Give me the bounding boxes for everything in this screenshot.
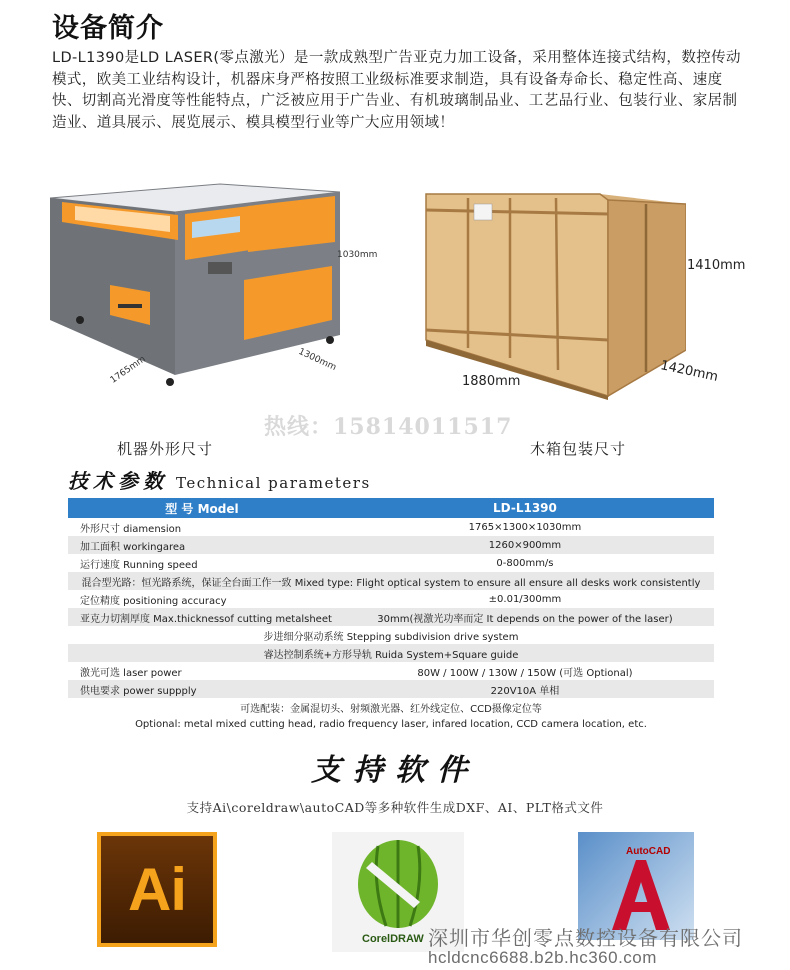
table-row [68, 608, 714, 626]
machine-depth-label: 1300mm [296, 346, 338, 374]
optional-en: Optional: metal mixed cutting head, radio frequency laser, infared location, CCD camera location, etc. [135, 719, 647, 730]
spec-key: 定位精度 positioning accuracy [80, 595, 227, 607]
spec-key: 供电要求 power suppply [68, 680, 336, 698]
spec-table [68, 498, 714, 698]
spec-key: 运行速度 Running speed [80, 559, 198, 571]
footer-company: 深圳市华创零点数控设备有限公司 [428, 926, 743, 950]
spec-key: 激光可选 laser power [80, 667, 182, 679]
spec-value: 80W / 100W / 130W / 150W (可选 Optional) [417, 667, 633, 679]
table-row [68, 626, 714, 644]
laser-machine-image [40, 170, 340, 400]
spec-key: 外形尺寸 diamension [80, 523, 182, 535]
crate-height-label: 1410mm [687, 258, 746, 273]
table-row [68, 680, 714, 698]
wooden-crate-image [418, 190, 686, 400]
spec-value: 30mm(视激光功率而定 It depends on the power of the laser) [336, 608, 714, 626]
machine-height-label: 1030mm [337, 250, 378, 260]
software-subtitle: 支持Ai\coreldraw\autoCAD等多种软件生成DXF、AI、PLT格式文件 [186, 800, 604, 815]
spec-full-row: 步进细分驱动系统 Stepping subdivision drive system [263, 631, 519, 643]
coreldraw-logo-text: CorelDRAW [362, 933, 424, 945]
spec-value: 220V10A 单相 [336, 680, 714, 698]
illustrator-logo-text: Ai [128, 856, 186, 923]
spec-key: 加工面积 workingarea [68, 536, 336, 554]
section-title: 设备简介 [52, 13, 164, 44]
crate-depth-label: 1420mm [659, 358, 720, 385]
intro-paragraph: LD-L1390是LD LASER(零点激光）是一款成熟型广告亚克力加工设备，采用整体连接式结构，数控传动模式，欧美工业结构设计，机器床身严格按照工业级标准要求制造，具有设备寿命长、稳定性高、速度快、切割高光滑度等性能特点，广泛被应用于广告业、有机玻璃制品业、工艺品行业、包装行业、家居制造业、道具展示、展览展示、模具模型行业等广大应用领域！ [52, 50, 741, 131]
software-title: 支持软件 [311, 753, 479, 788]
crate-width-label: 1880mm [462, 374, 521, 389]
crate-caption: 木箱包装尺寸 [530, 440, 627, 458]
tech-title [68, 465, 371, 494]
table-row [68, 536, 714, 554]
tech-title-cn: 技术参数 [68, 469, 168, 493]
spec-header-row [68, 498, 714, 518]
table-row [68, 662, 714, 680]
spec-value: 1260×900mm [336, 536, 714, 554]
model-value: LD-L1390 [336, 498, 714, 518]
machine-caption: 机器外形尺寸 [117, 440, 214, 458]
autocad-logo-text: AutoCAD [626, 846, 671, 857]
spec-key: 亚克力切割厚度 Max.thicknessof cutting metalsheet [68, 608, 336, 626]
machine-width-label: 1765mm [108, 354, 148, 386]
spec-full-row: 混合型光路：恒光路系统，保证全台面工作一致 Mixed type: Flight optical system to ensure all ensure all desks work consistently [68, 572, 714, 590]
spec-value: 0-800mm/s [496, 557, 554, 569]
table-row [68, 554, 714, 572]
table-row [68, 518, 714, 536]
hotline-watermark: 热线：15814011517 [264, 414, 513, 440]
model-label: 型 号 Model [68, 498, 336, 518]
optional-cn: 可选配装：金属混切头、射频激光器、红外线定位、CCD摄像定位等 [240, 704, 542, 715]
table-row [68, 644, 714, 662]
spec-value: 1765×1300×1030mm [468, 521, 582, 533]
table-row [68, 572, 714, 590]
spec-full-row: 睿达控制系统+方形导轨 Ruida System+Square guide [68, 644, 714, 662]
coreldraw-balloon-icon [332, 832, 464, 932]
table-row [68, 590, 714, 608]
tech-title-en: Technical parameters [176, 474, 371, 492]
spec-value: ±0.01/300mm [488, 593, 562, 605]
illustrator-logo-icon [97, 832, 217, 947]
footer-url: hcldcnc6688.b2b.hc360.com [428, 948, 657, 967]
